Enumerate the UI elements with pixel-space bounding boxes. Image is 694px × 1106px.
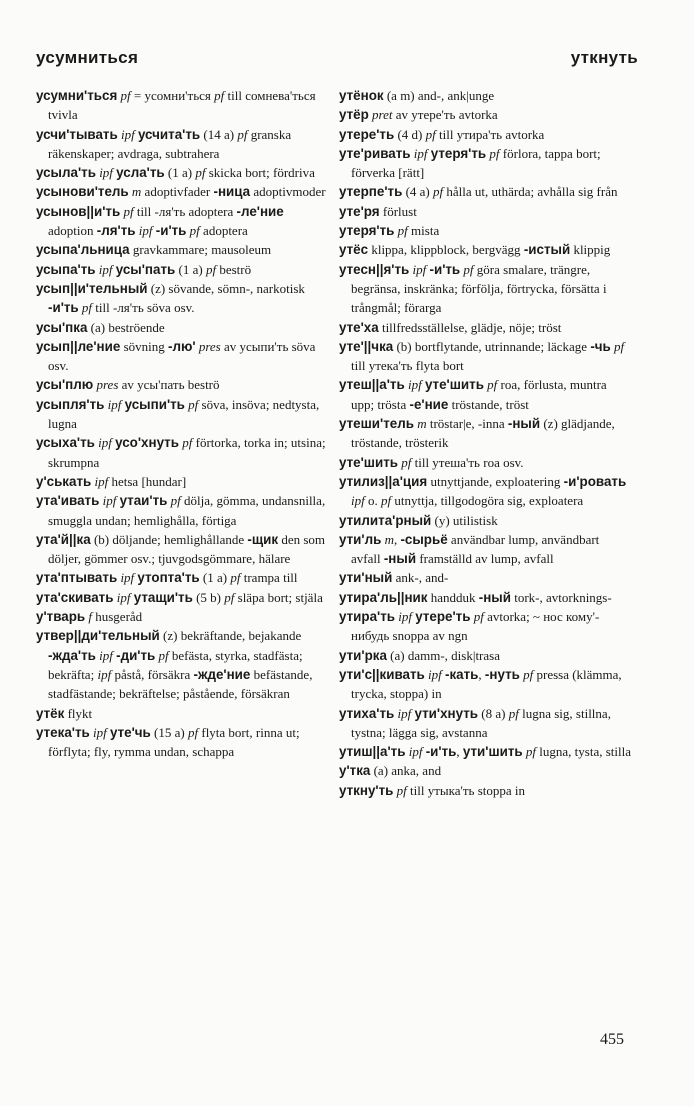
dictionary-entry [36, 530, 329, 569]
entry-text: mista [407, 223, 440, 239]
entry-text: befästande, stadfästande; bekräftelse; påstående, försäkran [48, 666, 313, 702]
entry-headword: уте'чь [109, 724, 151, 740]
dictionary-entry [36, 260, 329, 279]
entry-grammar-tag: pf [178, 435, 193, 451]
entry-grammar-tag: ipf [104, 396, 125, 412]
entry-headword: -щик [247, 531, 279, 547]
entry-text: pressa (klämma, trycka, stoppa) in [351, 666, 622, 702]
entry-headword: ути'рка [339, 647, 387, 663]
entry-headword: ута'й||ка [36, 531, 91, 547]
entry-text: användbar lump, användbart avfall [351, 531, 600, 567]
dictionary-entry [339, 125, 632, 144]
entry-headword: у'ськать [36, 473, 92, 489]
entry-grammar-tag: pf [483, 377, 498, 393]
dictionary-entry [36, 491, 329, 530]
dictionary-entry [36, 125, 329, 164]
entry-headword: ути'ль [339, 531, 382, 547]
entry-grammar-tag: m [381, 531, 394, 547]
dictionary-entry [36, 375, 329, 394]
entry-text: (8 a) [478, 705, 509, 721]
dictionary-entry [339, 511, 632, 530]
dictionary-entry [339, 318, 632, 337]
dictionary-entry [339, 414, 632, 453]
entry-headword: утере'ть [339, 126, 395, 142]
entry-grammar-tag: pf [522, 744, 537, 760]
entry-text: , [478, 666, 485, 682]
entry-grammar-tag: ipf [94, 435, 116, 451]
entry-text: flykt [64, 705, 93, 721]
entry-text: (y) utilistisk [431, 512, 498, 528]
entry-grammar-tag: ipf [410, 145, 431, 161]
entry-headword: усынови'тель [36, 184, 129, 200]
entry-grammar-tag: m [413, 416, 427, 432]
entry-text: trampa till [240, 570, 298, 586]
entry-text: (a) damm-, disk|trasa [386, 647, 500, 663]
entry-text: = усомни'ться [130, 88, 215, 103]
entry-headword: уте'ривать [339, 145, 411, 161]
entry-headword: уте'шить [424, 377, 484, 393]
page-number: 455 [600, 1031, 624, 1048]
entry-headword: -лю' [167, 338, 196, 354]
dictionary-entry [339, 607, 632, 646]
dictionary-entry [339, 375, 632, 414]
entry-text: (14 a) [200, 126, 238, 142]
entry-headword: утилита'рный [339, 512, 432, 528]
entry-headword: усчи'тывать [36, 126, 118, 142]
entry-headword: -кать [445, 666, 479, 682]
entry-headword: усыпи'ть [124, 396, 185, 412]
entry-headword: усып||и'тельный [36, 280, 148, 296]
dictionary-entry [339, 568, 632, 587]
entry-headword: уте'ря [339, 203, 380, 219]
entry-headword: уте'шить [339, 454, 398, 470]
entry-text: utnyttja, tillgodogöra sig, exploatera [391, 493, 584, 509]
entry-text: granska räkenskaper; avdraga, subtrahera [48, 126, 292, 161]
entry-text: hetsa [hundar] [108, 473, 187, 489]
entry-headword: ути'хнуть [414, 705, 479, 721]
entry-headword: -ный [383, 551, 417, 567]
entry-grammar-tag: pf [224, 589, 235, 605]
entry-headword: усчита'ть [137, 126, 201, 142]
entry-text: till утека'ть flyta bort [351, 358, 464, 374]
entry-grammar-tag: ipf [135, 223, 156, 239]
entry-text: utnyttjande, exploatering [427, 473, 564, 489]
entry-headword: утёр [339, 107, 369, 123]
entry-grammar-tag: pf [230, 570, 241, 586]
dictionary-entry [339, 742, 632, 761]
entry-headword: утека'ть [36, 724, 90, 740]
entry-headword: усла'ть [116, 165, 165, 181]
entry-headword: -и'ть [155, 223, 187, 239]
entry-headword: -и'ть [429, 261, 461, 277]
entry-headword: усы'пка [36, 319, 88, 335]
entry-text: till утеша'ть roa osv. [411, 454, 524, 470]
dictionary-entry [339, 472, 632, 511]
entry-text: påstå, försäkra [111, 666, 194, 682]
entry-headword: утира'ль||ник [339, 589, 428, 605]
entry-text: (a) beströende [87, 319, 165, 335]
entry-grammar-tag: ipf [113, 589, 134, 605]
entry-text: lugna sig, stillna, tystna; lägga sig, avstanna [351, 705, 611, 740]
entry-grammar-tag: pres [93, 377, 119, 393]
entry-headword: утиха'ть [339, 705, 395, 721]
entry-text: (5 b) [192, 589, 225, 605]
entry-headword: -жде'ние [193, 666, 251, 682]
entry-text: till утира'ть avtorka [435, 126, 545, 142]
entry-headword: -ница [213, 184, 251, 200]
entry-headword: утира'ть [339, 609, 396, 625]
entry-text: göra smalare, trängre, begränsa, inskränka; förfölja, förtrycka, försätta i trångmål; förarga [351, 261, 607, 316]
entry-headword: ути'шить [462, 744, 523, 760]
entry-grammar-tag: pf [186, 223, 200, 239]
entry-text: tork-, avtorknings- [510, 589, 612, 605]
entry-grammar-tag: pf [78, 300, 93, 316]
entry-grammar-tag: pf [393, 782, 407, 798]
entry-grammar-tag: pres [195, 338, 221, 354]
entry-headword: уткну'ть [339, 782, 394, 798]
entry-text: flyta bort, rinna ut; förflyta; fly, rymma undan, schappa [48, 724, 300, 760]
entry-headword: утиш||а'ть [339, 744, 406, 760]
entry-text: tröstande, tröst [448, 396, 529, 412]
entry-headword: ута'ивать [36, 493, 100, 509]
entry-grammar-tag: ipf [394, 705, 415, 721]
entry-grammar-tag: ipf [424, 666, 445, 682]
dictionary-entry [36, 433, 329, 472]
entry-text: handduk [427, 589, 479, 605]
entry-text: klippig [570, 242, 611, 258]
entry-headword: утопта'ть [137, 570, 200, 586]
dictionary-entry [339, 704, 632, 743]
entry-headword: усып||ле'ние [36, 338, 121, 354]
entry-grammar-tag: ipf [395, 609, 416, 625]
entry-headword: -нуть [484, 666, 520, 682]
entry-grammar-tag: ipf [95, 261, 116, 277]
entry-grammar-tag: pf [155, 647, 169, 663]
entry-grammar-tag: ipf [117, 126, 138, 142]
entry-headword: ута'скивать [36, 589, 114, 605]
entry-headword: уте'ха [339, 319, 379, 335]
entry-text: (15 a) [150, 724, 188, 740]
dictionary-entry [36, 568, 329, 587]
entry-text: klippa, klippblock, bergvägg [368, 242, 524, 258]
entry-text: (a) anka, and [370, 763, 442, 779]
entry-text: av усы'пать beströ [118, 377, 220, 393]
entry-headword: утеши'тель [339, 416, 414, 432]
entry-text: (z) bekräftande, bejakande [159, 628, 302, 644]
entry-text: ank-, and- [392, 570, 449, 586]
dictionary-entry [339, 240, 632, 259]
entry-text: (a m) and-, ank|unge [383, 88, 495, 103]
dictionary-entry [339, 202, 632, 221]
entry-headword: утеш||а'ть [339, 377, 405, 393]
entry-text: av усыпи'ть söva osv. [48, 338, 316, 374]
entry-text: förlust [379, 203, 417, 219]
entry-headword: -сырьё [400, 531, 448, 547]
entry-grammar-tag: pf [397, 454, 412, 470]
entry-text: hålla ut, uthärda; avhålla sig från [443, 184, 618, 200]
dictionary-entry [36, 337, 329, 376]
entry-text: (1 a) [199, 570, 231, 586]
entry-text: husgeråd [91, 609, 143, 625]
entry-grammar-tag: ipf [95, 165, 117, 181]
right-column [339, 86, 632, 800]
entry-headword: -е'ние [409, 396, 449, 412]
dictionary-entry [339, 530, 632, 569]
entry-headword: утёк [36, 705, 65, 721]
dictionary-entry [339, 182, 632, 201]
entry-text: (b) döljande; hemlighållande [90, 531, 248, 547]
entry-grammar-tag: pf [205, 261, 217, 277]
dictionary-entry [36, 279, 329, 318]
entry-text: skicka bort; fördriva [205, 165, 315, 181]
entry-headword: утёс [339, 242, 369, 258]
entry-text: (b) bortflytande, utrinnande; läckage [393, 338, 591, 354]
entry-headword: усыха'ть [36, 435, 95, 451]
entry-headword: утаи'ть [119, 493, 168, 509]
entry-headword: у'тка [339, 763, 371, 779]
entry-headword: усы'плю [36, 377, 94, 393]
entry-grammar-tag: m [128, 184, 142, 200]
entry-headword: усыпа'ть [36, 261, 96, 277]
entry-grammar-tag: pf [394, 223, 408, 239]
entry-grammar-tag: pret [368, 107, 393, 123]
entry-text: till -ля'ть söva osv. [92, 300, 195, 316]
entry-text: till утыка'ть stoppa in [406, 782, 526, 798]
entry-headword: -ный [507, 416, 541, 432]
dictionary-entry [36, 588, 329, 607]
entry-text: framställd av lump, avfall [416, 551, 554, 567]
entry-text: dölja, gömma, undansnilla, smuggla undan; hemlighålla, förtiga [48, 493, 326, 528]
entry-headword: -ный [478, 589, 511, 605]
entry-text: adoptivfader [141, 184, 214, 200]
entry-grammar-tag: ipf [95, 647, 117, 663]
entry-grammar-tag: pf [425, 126, 436, 142]
dictionary-entry [36, 240, 329, 259]
entry-text: adoptivmoder [250, 184, 326, 200]
entry-text: , [456, 744, 463, 760]
dictionary-entry [339, 781, 632, 800]
dictionary-entry [36, 318, 329, 337]
dictionary-entry [339, 260, 632, 318]
entry-grammar-tag: pf [117, 88, 131, 103]
entry-grammar-tag: ipf [89, 724, 110, 740]
entry-headword: усыпа'льница [36, 242, 130, 258]
entry-text: befästa, styrka, stadfästa; bekräfta; [48, 647, 303, 682]
entry-headword: усынов||и'ть [36, 203, 121, 219]
dictionary-entry [36, 704, 329, 723]
entry-headword: уте'||чка [339, 338, 394, 354]
entry-text: adoption [48, 223, 97, 239]
entry-grammar-tag: pf [433, 184, 444, 200]
entry-text: (1 a) [175, 261, 206, 277]
entry-headword: утесн||я'ть [339, 261, 410, 277]
entry-text: förtorka, torka in; utsina; skrumpna [48, 435, 326, 470]
dictionary-entry [339, 86, 632, 105]
entry-text: av утере'ть avtorka [392, 107, 498, 123]
entry-headword: ути'ный [339, 570, 393, 586]
entry-headword: усо'хнуть [115, 435, 179, 451]
entry-text: beströ [216, 261, 252, 277]
dictionary-entry [339, 221, 632, 240]
entry-text: (z) glädjande, tröstande, trösterik [351, 416, 615, 451]
entry-headword: усыпля'ть [36, 396, 105, 412]
entry-grammar-tag: ipf [97, 666, 112, 682]
entry-text: tröstar|e, -inna [426, 416, 508, 432]
entry-grammar-tag: ipf [99, 493, 120, 509]
dictionary-entry [36, 202, 329, 241]
dictionary-entry [339, 144, 632, 183]
dictionary-entry [36, 472, 329, 491]
entry-text: sövning [120, 338, 168, 354]
entry-headword: утащи'ть [133, 589, 193, 605]
entry-headword: -жда'ть [48, 647, 96, 663]
entry-headword: -ля'ть [96, 223, 136, 239]
dictionary-entry [339, 453, 632, 472]
entry-text: roa, förlusta, muntra upp; trösta [351, 377, 607, 412]
entry-grammar-tag: pf [470, 609, 484, 625]
entry-grammar-tag: ipf [91, 473, 109, 489]
entry-grammar-tag: pf [195, 165, 206, 181]
entry-headword: -истый [523, 242, 571, 258]
entry-grammar-tag: ipf [405, 744, 426, 760]
entry-grammar-tag: pf [508, 705, 519, 721]
entry-headword: утеря'ть [430, 145, 487, 161]
dictionary-entry [36, 182, 329, 201]
dictionary-entry [36, 723, 329, 762]
entry-headword: -ле'ние [236, 203, 284, 219]
dictionary-entry [339, 588, 632, 607]
header-right-guideword: уткнуть [570, 48, 638, 67]
entry-text: avtorka; ~ нос кому'-нибудь snoppa av ngn [351, 609, 600, 644]
entry-grammar-tag: pf [167, 493, 181, 509]
dictionary-entry [36, 163, 329, 182]
entry-headword: утилиз||а'ция [339, 473, 428, 489]
entry-grammar-tag: pf [237, 126, 248, 142]
entry-grammar-tag: pf [184, 396, 199, 412]
entry-text: , [393, 531, 401, 547]
entry-headword: -и'ть [48, 300, 79, 316]
entry-headword: -чь [590, 338, 611, 354]
entry-text: gravkammare; mausoleum [129, 242, 272, 258]
entry-headword: утеря'ть [339, 223, 395, 239]
entry-grammar-tag: pf [380, 493, 392, 509]
entry-headword: усумни'ться [36, 88, 118, 103]
header-left-guideword: усумниться [36, 48, 139, 67]
dictionary-entry [339, 665, 632, 704]
entry-grammar-tag: pf [486, 145, 500, 161]
entry-headword: -и'ть [425, 744, 457, 760]
entry-grammar-tag: ipf [404, 377, 425, 393]
entry-headword: утвер||ди'тельный [36, 628, 160, 644]
entry-text: till сомнева'ться tvivla [48, 88, 316, 123]
entry-headword: усыла'ть [36, 165, 96, 181]
dictionary-entry [339, 646, 632, 665]
entry-text: (z) sövande, sömn-, narkotisk [147, 280, 305, 296]
entry-text: förlora, tappa bort; förverka [rätt] [351, 145, 601, 181]
entry-grammar-tag: pf [187, 724, 199, 740]
entry-grammar-tag: ipf [409, 261, 430, 277]
dictionary-entry [36, 395, 329, 434]
entry-text: o. [364, 493, 381, 509]
dictionary-entry [36, 626, 329, 703]
dictionary-entry [339, 105, 632, 124]
dictionary-entry [36, 607, 329, 626]
entry-grammar-tag: f [85, 609, 92, 625]
entry-grammar-tag: pf [519, 666, 534, 682]
entry-text: tillfredsställelse, glädje, nöje; tröst [378, 319, 562, 335]
entry-text: släpa bort; stjäla [234, 589, 323, 605]
dictionary-entry [339, 761, 632, 780]
entry-headword: утере'ть [415, 609, 471, 625]
entry-headword: у'тварь [36, 609, 86, 625]
entry-grammar-tag: pf [120, 203, 134, 219]
entry-text: (4 a) [402, 184, 433, 200]
entry-headword: ути'с||кивать [339, 666, 425, 682]
left-column [36, 86, 329, 761]
entry-text: söva, insöva; nedtysta, lugna [48, 396, 320, 432]
entry-text: den som döljer, gömmer osv.; tjuvgodsgömmare, hälare [48, 531, 326, 567]
entry-grammar-tag: pf [214, 88, 225, 103]
dictionary-entry [36, 86, 329, 125]
entry-headword: утерпе'ть [339, 184, 403, 200]
entry-headword: утёнок [339, 88, 384, 103]
entry-headword: -ди'ть [116, 647, 156, 663]
entry-headword: -и'ровать [563, 473, 627, 489]
dictionary-entry [339, 337, 632, 376]
entry-grammar-tag: ipf [351, 493, 365, 509]
entry-headword: усы'пать [115, 261, 176, 277]
entry-text: lugna, tysta, stilla [536, 744, 632, 760]
entry-headword: ута'птывать [36, 570, 118, 586]
entry-grammar-tag: pf [460, 261, 474, 277]
entry-grammar-tag: pf [610, 338, 625, 354]
entry-text: adoptera [199, 223, 248, 239]
entry-text: till -ля'ть adoptera [133, 203, 237, 219]
entry-text: (1 a) [164, 165, 196, 181]
entry-grammar-tag: ipf [117, 570, 138, 586]
entry-text: (4 d) [394, 126, 426, 142]
